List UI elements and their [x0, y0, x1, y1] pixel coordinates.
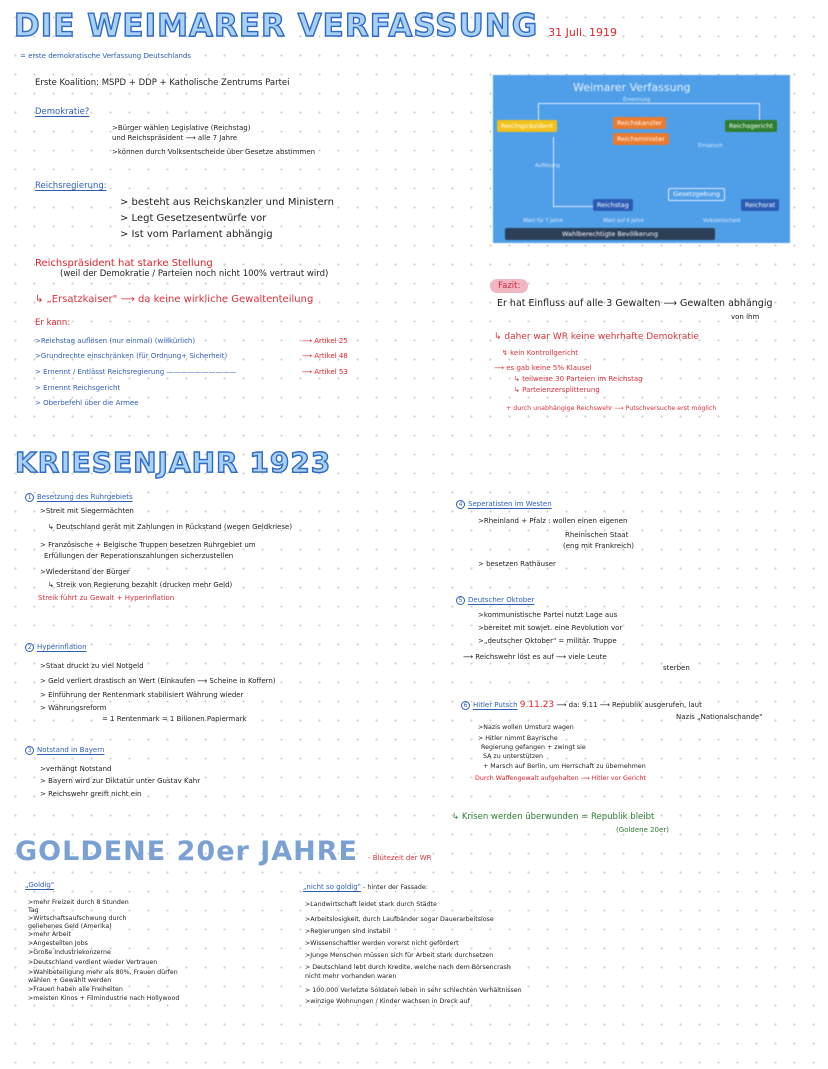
fazit-red: ↳ daher war WR keine wehrhafte Demokratie [494, 332, 699, 342]
s2-line: > Geld verliert drastisch an Wert (Einkaufen ⟶ Scheine in Koffern) [40, 677, 276, 685]
heading-text: Seperatisten im Westen [468, 500, 552, 508]
list-item: >Landwirtschaft leidet stark durch Städte [305, 901, 437, 908]
list-item: >Junge Menschen müssen sich für Arbeit stark durchsetzen [305, 952, 494, 959]
list-item: geliehenes Geld (Amerika) [28, 923, 112, 930]
demokratie-line: >können durch Volksentscheide über Gesetze abstimmen [112, 148, 316, 156]
s3-line: > Bayern wird zur Diktatur unter Gustav Kahr [40, 777, 201, 785]
power: > Ernennt / Entlässt Reichsregierung —————————— [35, 368, 237, 376]
s5-line: >bereitet mit sowjet. eine Revolution vor [478, 624, 623, 632]
list-item: nicht mehr vorhanden waren [305, 973, 397, 980]
koalition: Erste Koalition: MSPD + DDP + Katholische Zentrums Partei [35, 78, 290, 88]
list-item: >Große Industriekonzerne [28, 949, 111, 956]
diagram-label: Wahl auf 4 Jahre [603, 218, 644, 224]
list-item: >mehr Freizeit durch 8 Stunden [28, 899, 129, 906]
list-item: >Wahlbeteiligung mehr als 80%, Frauen dürfen [28, 969, 178, 976]
s1-heading [25, 493, 133, 502]
diagram-label: Auflösung [535, 163, 560, 169]
diagram-label: Ernennung [623, 97, 651, 103]
power: > Ernennt Reichsgericht [35, 384, 121, 392]
s4-line: >Rheinland + Pfalz : wollen einen eigenen [478, 517, 628, 525]
definition: = erste demokratische Verfassung Deutschlands [20, 52, 192, 60]
diagram-gesetz: Gesetzgebung [668, 188, 725, 201]
list-item: >Wirtschaftsaufschwung durch [28, 915, 127, 922]
s6-line: + Marsch auf Berlin, um Herrschaft zu übernehmen [483, 763, 646, 770]
diagram-label: Einspruch [698, 143, 723, 149]
section-title-golden: GOLDENE 20er JAHRE [15, 836, 358, 867]
diagram-label: Volksentscheid [703, 218, 741, 224]
demokratie-line: >Bürger wählen Legislative (Reichstag) [112, 124, 251, 132]
list-item: >Deutschland verdient wieder Vertrauen [28, 959, 158, 966]
diagram-reichsrat: Reichsrat [741, 199, 779, 211]
er-kann: Er kann: [35, 318, 71, 328]
list-item: > 100.000 Verletzte Soldaten leben in sehr schlechten Verhältnissen [305, 987, 522, 994]
s4-heading [456, 500, 552, 509]
fazit-red: ↳ teilweise 30 Parteien im Reichstag [514, 375, 643, 383]
constitution-diagram [493, 75, 790, 243]
s6-red: Durch Waffengewalt aufgehalten ⟶ Hitler vor Gericht [475, 775, 646, 782]
article: ⟶ Artikel 48 [302, 352, 348, 360]
power: > Oberbefehl über die Armee [35, 399, 139, 407]
s6-after: ⟶ da: 9.11 ⟶ Republik ausgerufen, laut [556, 701, 702, 709]
regierung-line: > Ist vom Parlament abhängig [120, 229, 273, 240]
heading-text: Notstand in Bayern [37, 746, 105, 754]
fazit-line: Er hat Einfluss auf alle 3 Gewalten ⟶ Gewalten abhängig [497, 298, 773, 309]
list-item: >meisten Kinos + Filmindustrie nach Hollywood [28, 995, 180, 1002]
s3-line: > Reichswehr greift nicht ein [40, 790, 142, 798]
list-item: >mehr Arbeit [28, 931, 71, 938]
number-badge: 5 [456, 596, 465, 605]
s1-line: >Streit mit Siegermächten [40, 507, 134, 515]
conclusion: ↳ Krisen werden überwunden = Republik bleibt [452, 812, 655, 822]
power: >Grundrechte einschränken (für Ordnung+ Sicherheit) [35, 352, 228, 360]
fazit-red: + durch unabhängige Reichswehr ⟶ Putschversuche erst möglich [506, 405, 717, 412]
golden-subtitle: - Blütezeit der WR [368, 854, 432, 862]
s1-line: >Wiederstand der Bürger [40, 568, 130, 576]
goldig-heading: „Goldig" [25, 881, 55, 889]
regierung-line: > Legt Gesetzesentwürfe vor [120, 213, 267, 224]
ersatzkaiser: ↳ „Ersatzkaiser" ⟶ da keine wirkliche Gewaltenteilung [35, 294, 314, 305]
s2-line: = 1 Rentenmark = 1 Bilionen Papiermark [102, 715, 247, 723]
diagram-gericht: Reichsgericht [725, 120, 777, 132]
fazit-red: ↳ Parteienzersplitterung [514, 386, 600, 394]
diagram-title: Weimarer Verfassung [573, 81, 691, 94]
nicht-heading: „nicht so goldig" [303, 883, 361, 891]
power: >Reichstag auflösen (nur einmal) (willkürlich) [35, 337, 196, 345]
s6-line: Regierung gefangen + zwingt sie [481, 744, 586, 751]
list-item: >Regierungen sind instabil [305, 928, 391, 935]
title-row [14, 8, 617, 44]
s5-heading [456, 596, 534, 605]
demokratie-line: und Reichspräsident ⟶ alle 7 Jahre [112, 134, 238, 142]
section-title-krise: KRIESENJAHR 1923 [15, 446, 332, 479]
number-badge: 6 [461, 701, 470, 710]
fazit-label: Fazit: [490, 279, 528, 293]
s2-line: > Einführung der Rentenmark stabilisiert Währung wieder [40, 691, 244, 699]
s5-line: >„deutscher Oktober" = militär. Truppe [478, 637, 617, 645]
diagram-minister: Reichsminister [613, 133, 669, 145]
s5-line: sterben [663, 664, 690, 672]
list-item: >Angestellten Jobs [28, 940, 88, 947]
golden-title-row [15, 836, 432, 867]
list-item: >Arbeitslosigkeit, durch Laufbänder sogar Dauerarbeitslose [305, 916, 494, 923]
list-item: >Frauen haben alle Freiheiten [28, 986, 123, 993]
s2-line: >Staat druckt zu viel Notgeld [40, 662, 144, 670]
regierung-line: > besteht aus Reichskanzler und Ministern [120, 197, 334, 208]
diagram-praesident: Reichspräsident [497, 120, 557, 132]
diagram-label: Wahl für 7 Jahre [523, 218, 563, 224]
s6-after2: Nazis „Nationalschande" [676, 713, 763, 721]
s5-line: ⟶ Reichswehr löst es auf ⟶ viele Leute [463, 653, 607, 661]
s6-line: SA zu unterstützen [483, 753, 544, 760]
s3-line: >verhängt Notstand [40, 765, 112, 773]
s2-heading [25, 643, 87, 652]
heading-text: Deutscher Oktober [468, 596, 535, 604]
number-badge: 2 [25, 643, 34, 652]
s1-line: Erfüllungen der Reperationszahlungen sicherzustellen [44, 552, 234, 560]
heading-text: Besetzung des Ruhrgebiets [37, 493, 133, 501]
s1-line: ↳ Streik von Regierung bezahlt (drucken mehr Geld) [48, 581, 233, 589]
s4-line: > besetzen Rathäuser [478, 560, 556, 568]
s1-line: > Französische + Belgische Truppen besetzen Ruhrgebiet um [40, 541, 256, 549]
page-title: DIE WEIMARER VERFASSUNG [14, 8, 539, 44]
number-badge: 4 [456, 500, 465, 509]
s6-line: >Nazis wollen Umsturz wagen [478, 724, 574, 731]
fazit-red: ↯ kein Kontrollgericht [502, 349, 579, 357]
conclusion: (Goldene 20er) [616, 826, 669, 834]
demokratie-heading: Demokratie? [35, 107, 90, 117]
article: ⟶ Artikel 25 [302, 337, 348, 345]
s5-line: >kommunistische Partei nutzt Lage aus [478, 611, 618, 619]
praesident-note: (weil der Demokratie / Parteien noch nicht 100% vertraut wird) [60, 269, 329, 279]
regierung-heading: Reichsregierung: [35, 181, 107, 191]
fazit-line: von ihm [731, 313, 760, 321]
list-item: >Wissenschaftler werden vorerst nicht gefördert [305, 940, 459, 947]
s6-heading [461, 701, 702, 711]
s6-line: > Hitler nimmt Bayrische [478, 735, 558, 742]
s4-line: Rheinischen Staat [565, 531, 629, 539]
diagram-reichstag: Reichstag [593, 199, 633, 211]
diagram-volk: Wahlberechtigte Bevölkerung [505, 228, 715, 240]
s4-line: (eng mit Frankreich) [563, 542, 635, 550]
s1-red: Streik führt zu Gewalt + Hyperinflation [38, 594, 175, 602]
fazit-red: ⟶ es gab keine 5% Klausel [494, 364, 592, 372]
list-item: > Deutschland lebt durch Kredite, welche nach dem Börsencrash [305, 964, 511, 971]
number-badge: 1 [25, 493, 34, 502]
praesident-heading: Reichspräsident hat starke Stellung [35, 258, 213, 269]
list-item: wählen + Gewählt werden [28, 977, 112, 984]
number-badge: 3 [25, 746, 34, 755]
s6-date: 9.11.23 [519, 700, 555, 710]
diagram-kanzler: Reichskanzler [613, 117, 666, 129]
heading-text: Hyperinflation [37, 643, 87, 651]
list-item: >winzige Wohnungen / Kinder wachsen in Dreck auf [305, 998, 470, 1005]
list-item: Tag [28, 907, 39, 914]
s3-heading [25, 746, 104, 755]
nicht-suffix: - hinter der Fassade: [363, 884, 428, 891]
heading-text: Hitler Putsch [473, 701, 518, 709]
s2-line: > Währungsreform [40, 704, 107, 712]
article: ⟶ Artikel 53 [302, 368, 348, 376]
s1-line: ↳ Deutschland gerät mit Zahlungen in Rückstand (wegen Geldkriese) [48, 523, 293, 531]
date: 31 Juli. 1919 [548, 26, 617, 39]
